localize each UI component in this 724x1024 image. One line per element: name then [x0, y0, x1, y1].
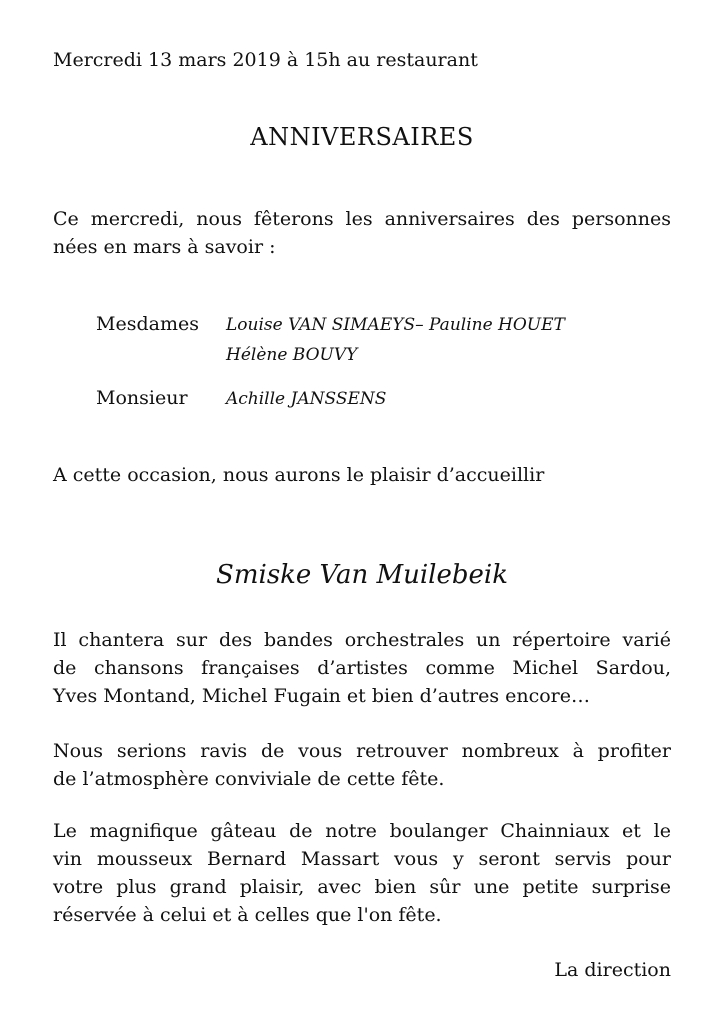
document-title: ANNIVERSAIRES — [250, 123, 474, 151]
gentleman-name: Achille JANSSENS — [226, 389, 387, 409]
invite-line-2: de l’atmosphère conviviale de cette fête. — [53, 768, 445, 790]
occasion-line: A cette occasion, nous aurons le plaisir d’accueillir — [53, 464, 545, 486]
invite-paragraph — [53, 737, 671, 793]
date-line: Mercredi 13 mars 2019 à 15h au restaurant — [53, 49, 478, 71]
gentleman-label: Monsieur — [96, 387, 188, 409]
intro-line-2: nées en mars à savoir : — [53, 236, 276, 258]
performer-name: Smiske Van Muilebeik — [216, 560, 508, 590]
ladies-label: Mesdames — [96, 313, 199, 335]
signature: La direction — [554, 959, 671, 981]
intro-paragraph — [53, 205, 671, 261]
cake-line-2: vin mousseux Bernard Massart vous y seront servis pour — [53, 848, 671, 870]
repertoire-paragraph — [53, 626, 671, 710]
repertoire-line-3: Yves Montand, Michel Fugain et bien d’autres encore… — [53, 685, 591, 707]
cake-line-3: votre plus grand plaisir, avec bien sûr une petite surprise — [53, 876, 671, 898]
intro-line-1: Ce mercredi, nous fêterons les anniversaires des personnes — [53, 208, 671, 230]
cake-paragraph — [53, 817, 671, 929]
repertoire-line-1: Il chantera sur des bandes orchestrales un répertoire varié — [53, 629, 671, 651]
cake-line-1: Le magnifique gâteau de notre boulanger Chainniaux et le — [53, 820, 671, 842]
invite-line-1: Nous serions ravis de vous retrouver nombreux à profiter — [53, 740, 671, 762]
ladies-names-line-2: Hélène BOUVY — [226, 345, 358, 365]
repertoire-line-2: de chansons françaises d’artistes comme Michel Sardou, — [53, 657, 671, 679]
cake-line-4: réservée à celui et à celles que l'on fête. — [53, 904, 442, 926]
ladies-names-line-1: Louise VAN SIMAEYS– Pauline HOUET — [226, 315, 565, 335]
